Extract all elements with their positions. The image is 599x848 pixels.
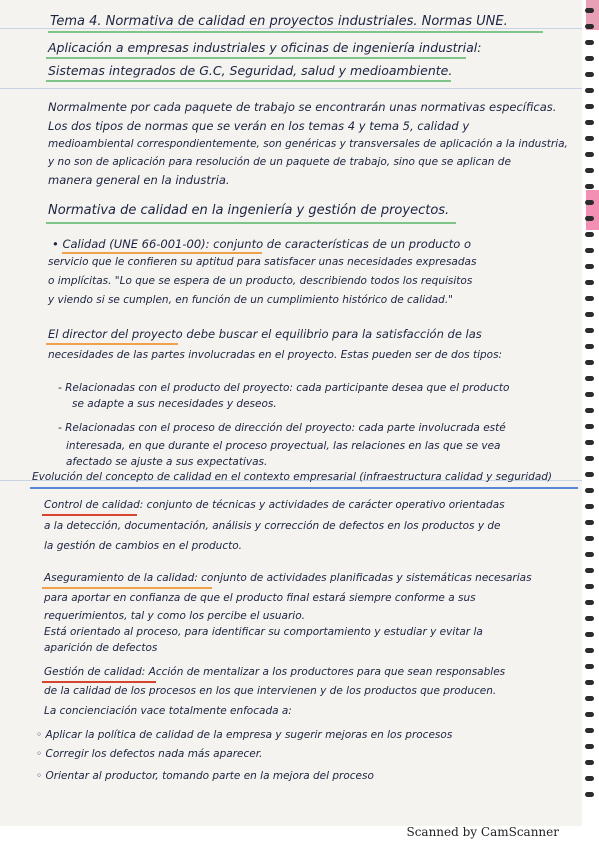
bullet-process-line-1: - Relacionadas con el proceso de dirección del proyecto: cada parte involucrada esté: [58, 422, 506, 434]
spiral-ring: [585, 648, 594, 653]
spiral-ring: [585, 184, 594, 189]
spiral-ring: [585, 280, 594, 285]
ruled-line: [0, 88, 582, 89]
spiral-binding: [584, 8, 596, 813]
spiral-ring: [585, 552, 594, 557]
director-underline: [46, 343, 178, 345]
spiral-ring: [585, 760, 594, 765]
gestion-underline: [42, 681, 156, 683]
aseguramiento-line-4: Está orientado al proceso, para identificar su comportamiento y estudiar y evitar la: [44, 626, 483, 638]
evolucion-underline: [30, 487, 578, 489]
section-heading-underline: [46, 222, 456, 224]
spiral-ring: [585, 168, 594, 173]
spiral-ring: [585, 152, 594, 157]
spiral-ring: [585, 40, 594, 45]
spiral-ring: [585, 264, 594, 269]
spiral-ring: [585, 216, 594, 221]
gestion-bullet-3: ◦ Orientar al productor, tomando parte en la mejora del proceso: [36, 770, 374, 782]
spiral-ring: [585, 56, 594, 61]
spiral-ring: [585, 232, 594, 237]
spiral-ring: [585, 424, 594, 429]
spiral-ring: [585, 392, 594, 397]
aseguramiento-line-1: Aseguramiento de la calidad: conjunto de actividades planificadas y sistemáticas necesarias: [44, 572, 532, 584]
gestion-line-1: Gestión de calidad: Acción de mentalizar a los productores para que sean responsables: [44, 666, 506, 678]
aseguramiento-line-3: requerimientos, tal y como los percibe el usuario.: [44, 610, 305, 622]
spiral-ring: [585, 472, 594, 477]
gestion-bullet-1: ◦ Aplicar la política de calidad de la empresa y sugerir mejoras en los procesos: [36, 729, 453, 741]
spiral-ring: [585, 200, 594, 205]
spiral-ring: [585, 776, 594, 781]
spiral-ring: [585, 440, 594, 445]
intro-line-2: Los dos tipos de normas que se verán en los temas 4 y tema 5, calidad y: [48, 119, 470, 133]
control-line-3: la gestión de cambios en el producto.: [44, 540, 242, 552]
spiral-ring: [585, 680, 594, 685]
subtitle-underline-2: [46, 80, 451, 82]
spiral-ring: [585, 24, 594, 29]
spiral-ring: [585, 616, 594, 621]
spiral-ring: [585, 72, 594, 77]
quality-def-line-1: • Calidad (UNE 66-001-00): conjunto de características de un producto o: [52, 237, 471, 251]
scanner-watermark: Scanned by CamScanner: [406, 825, 559, 839]
spiral-ring: [585, 664, 594, 669]
quality-def-line-2: servicio que le confieren su aptitud para satisfacer unas necesidades expresadas: [48, 256, 477, 268]
spiral-ring: [585, 536, 594, 541]
subtitle-line-2: Sistemas integrados de G.C, Seguridad, salud y medioambiente.: [48, 63, 453, 78]
spiral-ring: [585, 632, 594, 637]
bullet-process-line-3: afectado se ajuste a sus expectativas.: [66, 456, 268, 468]
aseguramiento-underline: [42, 587, 212, 589]
quality-def-line-3: o implícitas. "Lo que se espera de un producto, describiendo todos los requisitos: [48, 275, 473, 287]
spiral-ring: [585, 696, 594, 701]
subtitle-line-1: Aplicación a empresas industriales y oficinas de ingeniería industrial:: [48, 40, 482, 55]
spiral-ring: [585, 8, 594, 13]
quality-def-line-4: y viendo si se cumplen, en función de un cumplimiento histórico de calidad.": [48, 294, 454, 306]
gestion-line-3: La concienciación vace totalmente enfocada a:: [44, 705, 292, 717]
control-underline: [42, 514, 137, 516]
spiral-ring: [585, 792, 594, 797]
gestion-line-2: de la calidad de los procesos en los que intervienen y de los productos que producen.: [44, 685, 497, 697]
gestion-bullet-2: ◦ Corregir los defectos nada más aparecer.: [36, 748, 263, 760]
section-heading-normativa: Normativa de calidad en la ingeniería y gestión de proyectos.: [48, 203, 450, 218]
spiral-ring: [585, 376, 594, 381]
spiral-ring: [585, 312, 594, 317]
spiral-ring: [585, 344, 594, 349]
director-line-2: necesidades de las partes involucradas en el proyecto. Estas pueden ser de dos tipos:: [48, 349, 503, 361]
spiral-ring: [585, 600, 594, 605]
intro-line-1: Normalmente por cada paquete de trabajo se encontrarán unas normativas específicas.: [48, 100, 557, 114]
spiral-ring: [585, 88, 594, 93]
spiral-ring: [585, 568, 594, 573]
spiral-ring: [585, 120, 594, 125]
aseguramiento-line-5: aparición de defectos: [44, 642, 158, 654]
control-line-2: a la detección, documentación, análisis y corrección de defectos en los productos y de: [44, 520, 501, 532]
bullet-process-line-2: interesada, en que durante el proceso proyectual, las relaciones en las que se vea: [66, 440, 501, 452]
section-heading-evolucion: Evolución del concepto de calidad en el contexto empresarial (infraestructura calidad y seguridad): [32, 471, 553, 483]
spiral-ring: [585, 456, 594, 461]
spiral-ring: [585, 504, 594, 509]
aseguramiento-line-2: para aportar en confianza de que el producto final estará siempre conforme a sus: [44, 592, 476, 604]
bullet-product-line-1: - Relacionadas con el producto del proyecto: cada participante desea que el producto: [58, 382, 510, 394]
spiral-ring: [585, 248, 594, 253]
spiral-ring: [585, 744, 594, 749]
bullet-product-line-2: se adapte a sus necesidades y deseos.: [72, 398, 277, 410]
spiral-ring: [585, 520, 594, 525]
spiral-ring: [585, 584, 594, 589]
intro-line-5: manera general en la industria.: [48, 173, 230, 187]
spiral-ring: [585, 488, 594, 493]
spiral-ring: [585, 712, 594, 717]
intro-line-4: y no son de aplicación para resolución de un paquete de trabajo, sino que se aplican de: [48, 156, 511, 168]
director-line-1: El director del proyecto debe buscar el equilibrio para la satisfacción de las: [48, 327, 482, 341]
quality-term-underline: [62, 252, 262, 254]
control-line-1: Control de calidad: conjunto de técnicas y actividades de carácter operativo orientadas: [44, 499, 505, 511]
spiral-ring: [585, 360, 594, 365]
spiral-ring: [585, 728, 594, 733]
subtitle-underline-1: [46, 57, 466, 59]
title-line: Tema 4. Normativa de calidad en proyectos industriales. Normas UNE.: [50, 14, 508, 29]
spiral-ring: [585, 328, 594, 333]
intro-line-3: medioambiental correspondientemente, son genéricas y transversales de aplicación a la industria,: [48, 138, 568, 150]
spiral-ring: [585, 104, 594, 109]
spiral-ring: [585, 408, 594, 413]
spiral-ring: [585, 296, 594, 301]
title-underline: [48, 31, 543, 33]
spiral-ring: [585, 136, 594, 141]
